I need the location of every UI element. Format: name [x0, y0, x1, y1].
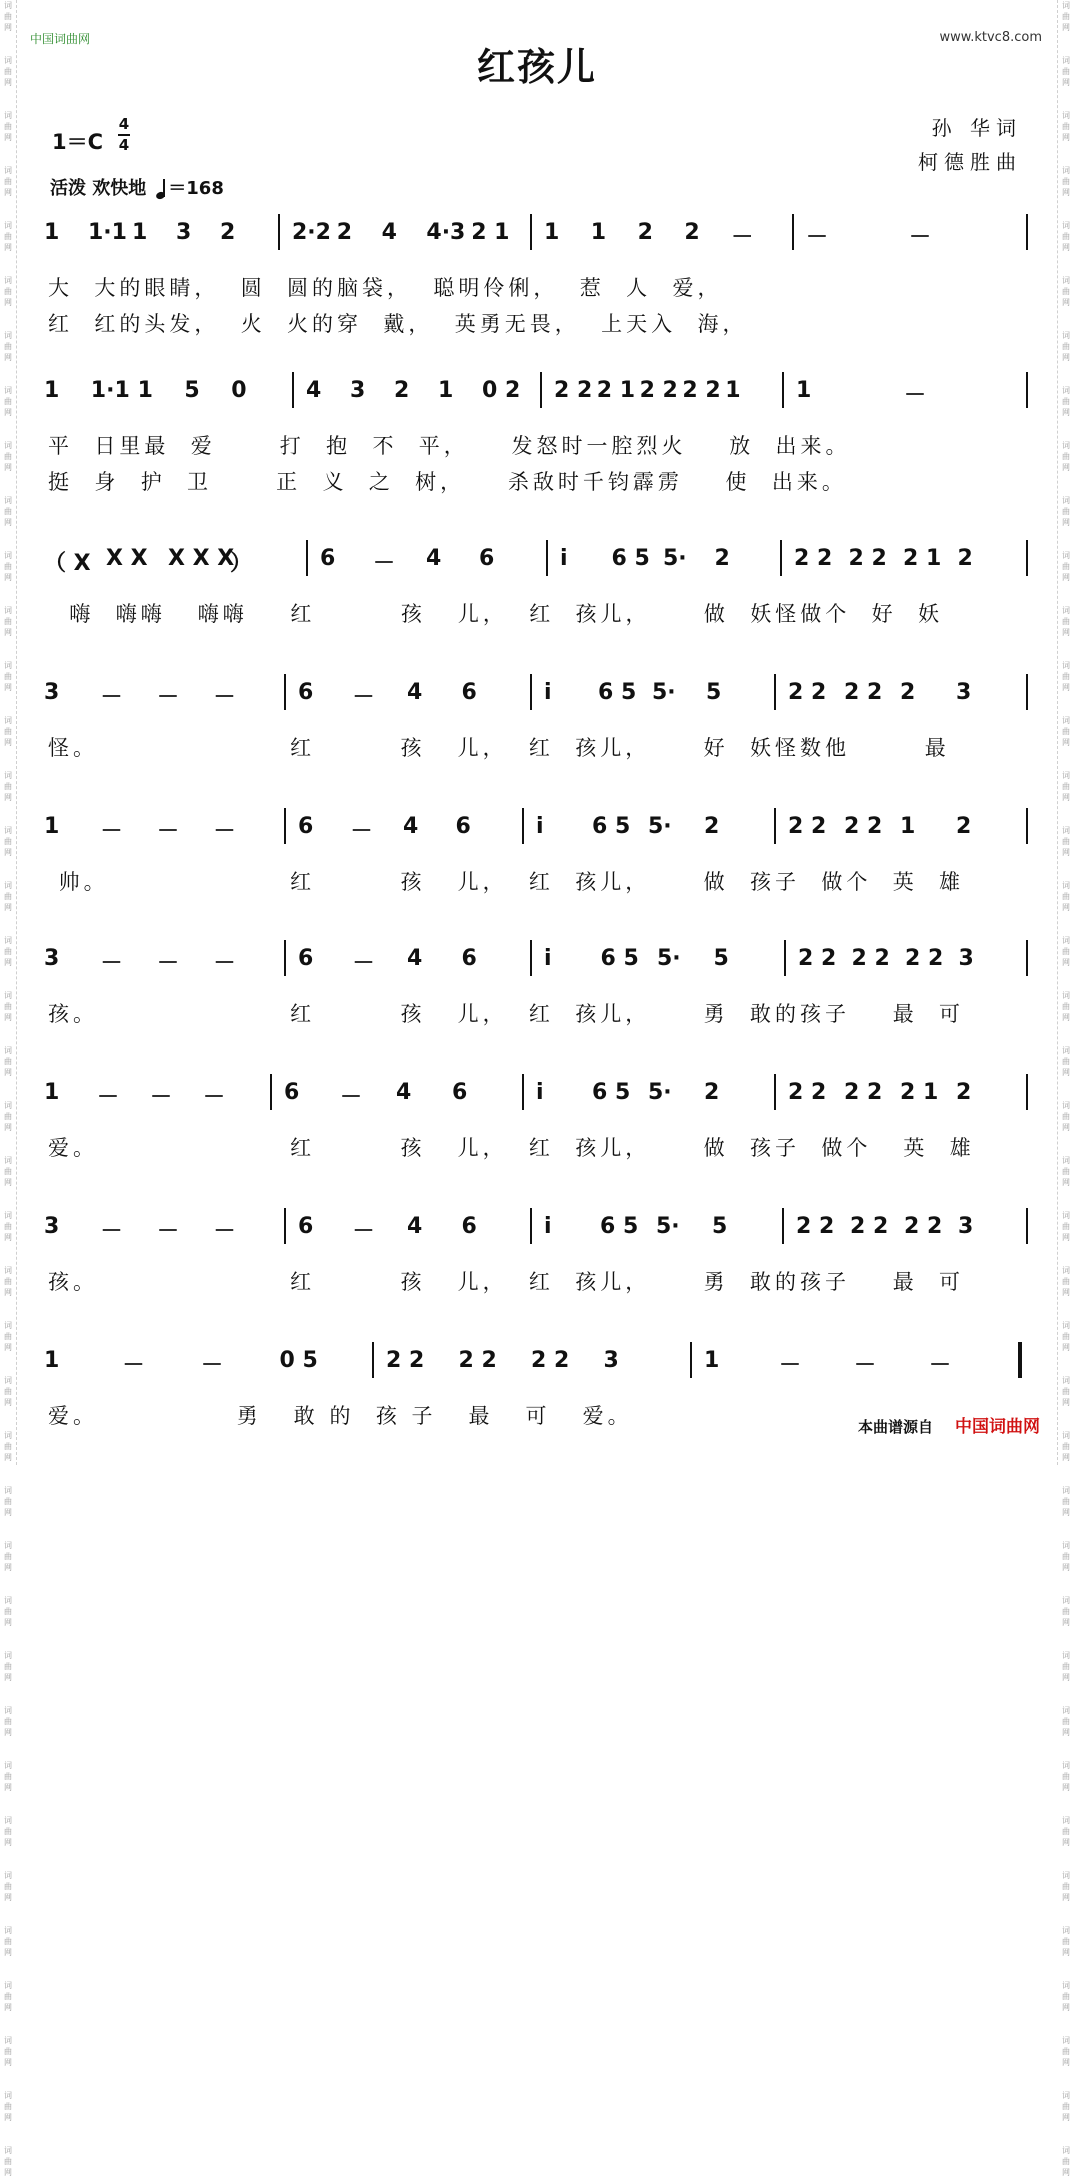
key-signature: 1＝C: [52, 130, 104, 154]
right-watermark-strip: 词 曲 网 词 曲 网 词 曲 网 词 曲 网 词 曲 网 词 曲 网 词 曲 网 词 曲 网 词 曲 网 词 曲 网 词 曲 网 词 曲 网 词 曲 网 词 曲 网 词 曲 网 词 曲 网 词 曲 网 词 曲 网 词 曲 网 词 曲 网 词 曲 网 词 曲 网 词 曲 网 词 曲 网 词 曲 网 词 曲 网 词 曲 网 词 曲 网 词 曲 网 词 曲 网 词 曲 网 词 曲 网 词 曲 网 词 曲 网 词 曲 网 词 曲 网 词 曲 网 词 曲 网 词 曲 网 词 曲 网: [1057, 0, 1074, 1465]
jianpu-note: 2 2: [905, 946, 944, 971]
score-system: [0, 808, 1074, 948]
jianpu-note: i: [560, 546, 568, 571]
jianpu-note: 2: [394, 378, 410, 403]
jianpu-note: －: [201, 1353, 224, 1378]
jianpu-note: 4: [407, 1214, 423, 1239]
jianpu-note: 2 2: [458, 1348, 497, 1373]
notes-line: [0, 214, 1074, 254]
jianpu-note: 4: [407, 946, 423, 971]
jianpu-note: 3: [958, 1214, 974, 1239]
bar-line: [1026, 214, 1028, 250]
jianpu-note: －: [100, 819, 123, 844]
bar-line: [292, 372, 294, 408]
bar-line: [1026, 372, 1028, 408]
score-system: [0, 540, 1074, 680]
jianpu-note: 5·: [648, 814, 672, 839]
lyric-line: 孩。 红 孩 儿， 红 孩儿， 勇 敢的孩子 最 可: [48, 1002, 965, 1026]
jianpu-note: 6: [461, 946, 477, 971]
bar-line: [782, 1208, 784, 1244]
jianpu-note: 1: [725, 378, 741, 403]
jianpu-note: 2: [957, 546, 973, 571]
bar-line: [530, 674, 532, 710]
lyric-line: 大 大的眼睛， 圆 圆的脑袋， 聪明伶俐， 惹 人 爱，: [48, 276, 723, 300]
jianpu-note: －: [97, 1085, 120, 1110]
jianpu-note: 2 2: [844, 814, 883, 839]
jianpu-note: 1: [137, 378, 153, 403]
score-system: [0, 1208, 1074, 1348]
jianpu-note: 5·: [663, 546, 687, 571]
bar-line: [284, 940, 286, 976]
jianpu-note: 2 2: [848, 546, 887, 571]
jianpu-note: 6: [320, 546, 336, 571]
bar-line: [1026, 940, 1028, 976]
jianpu-note: X X X: [168, 546, 235, 571]
jianpu-note: 5·: [648, 1080, 672, 1105]
jianpu-note: 4: [306, 378, 322, 403]
notes-line: [0, 808, 1074, 848]
bar-line: [284, 674, 286, 710]
jianpu-note: X X: [106, 546, 148, 571]
jianpu-note: 2 2: [794, 546, 833, 571]
lyric-line: 爱。 勇 敢 的 孩 子 最 可 爱。: [48, 1404, 633, 1428]
jianpu-note: －: [731, 225, 754, 250]
jianpu-note: 5: [713, 946, 729, 971]
jianpu-note: 2 2: [788, 680, 827, 705]
bar-line: [284, 808, 286, 844]
jianpu-note: 2 2: [851, 946, 890, 971]
jianpu-note: －: [904, 383, 927, 408]
jianpu-note: 2 2: [788, 814, 827, 839]
left-watermark-strip: 词 曲 网 词 曲 网 词 曲 网 词 曲 网 词 曲 网 词 曲 网 词 曲 网 词 曲 网 词 曲 网 词 曲 网 词 曲 网 词 曲 网 词 曲 网 词 曲 网 词 曲 网 词 曲 网 词 曲 网 词 曲 网 词 曲 网 词 曲 网 词 曲 网 词 曲 网 词 曲 网 词 曲 网 词 曲 网 词 曲 网 词 曲 网 词 曲 网 词 曲 网 词 曲 网 词 曲 网 词 曲 网 词 曲 网 词 曲 网 词 曲 网 词 曲 网 词 曲 网 词 曲 网 词 曲 网 词 曲 网: [0, 0, 17, 1465]
score-system: [0, 674, 1074, 814]
jianpu-note: 3: [350, 378, 366, 403]
jianpu-note: －: [352, 685, 375, 710]
jianpu-note: 6 5: [600, 1214, 639, 1239]
score-system: [0, 940, 1074, 1080]
jianpu-note: 6 5: [592, 1080, 631, 1105]
bar-line: [522, 808, 524, 844]
jianpu-note: 1: [44, 220, 60, 245]
jianpu-note: 2: [220, 220, 236, 245]
jianpu-note: －: [100, 1219, 123, 1244]
jianpu-note: 4: [403, 814, 419, 839]
bar-line: [530, 940, 532, 976]
jianpu-note: 1: [132, 220, 148, 245]
tempo-marking: [50, 174, 224, 200]
jianpu-note: 4: [407, 680, 423, 705]
time-signature-top: 4: [118, 115, 130, 133]
score-system: [0, 1074, 1074, 1214]
jianpu-note: －: [213, 1219, 236, 1244]
jianpu-note: 2: [714, 546, 730, 571]
jianpu-note: （ X: [44, 551, 91, 576]
footer-source-label: 本曲谱源自: [857, 1418, 933, 1436]
jianpu-note: －: [352, 1219, 375, 1244]
jianpu-note: 4: [381, 220, 397, 245]
bar-line: [1018, 1342, 1022, 1378]
jianpu-note: 0 2: [482, 378, 521, 403]
jianpu-note: 2 2: [844, 1080, 883, 1105]
time-signature: [118, 116, 130, 154]
jianpu-note: 6: [298, 946, 314, 971]
jianpu-note: 0 5: [279, 1348, 318, 1373]
jianpu-note: －: [157, 685, 180, 710]
lyric-line: 平 日里最 爱 打 抱 不 平， 发怒时一腔烈火 放 出来。: [48, 434, 851, 458]
jianpu-note: －: [157, 1219, 180, 1244]
jianpu-note: i: [544, 946, 552, 971]
jianpu-note: －: [854, 1353, 877, 1378]
jianpu-note: －: [373, 551, 396, 576]
site-url-right: www.ktvc8.com: [939, 30, 1042, 45]
jianpu-note: －: [779, 1353, 802, 1378]
bar-line: [792, 214, 794, 250]
jianpu-note: －: [909, 225, 932, 250]
bar-line: [784, 940, 786, 976]
jianpu-note: 6: [298, 680, 314, 705]
jianpu-note: 2 1: [903, 546, 942, 571]
bar-line: [270, 1074, 272, 1110]
lyric-line: 爱。 红 孩 儿， 红 孩儿， 做 孩子 做个 英 雄: [48, 1136, 975, 1160]
jianpu-note: 2 1: [471, 220, 510, 245]
jianpu-note: 2 2: [796, 1214, 835, 1239]
lyricist-credit: 孙 华词: [931, 116, 1022, 140]
footer-source: [858, 1412, 1040, 1437]
jianpu-note: －: [122, 1353, 145, 1378]
bar-line: [774, 1074, 776, 1110]
bar-line: [306, 540, 308, 576]
jianpu-note: 6 5: [598, 680, 637, 705]
jianpu-note: －: [929, 1353, 952, 1378]
jianpu-note: 3: [44, 680, 60, 705]
jianpu-note: 1: [438, 378, 454, 403]
jianpu-note: 6: [461, 680, 477, 705]
bar-line: [1026, 674, 1028, 710]
jianpu-note: 2 2: [850, 1214, 889, 1239]
bar-line: [780, 540, 782, 576]
jianpu-note: 3: [176, 220, 192, 245]
bar-line: [1026, 1074, 1028, 1110]
lyric-line: 挺 身 护 卫 正 义 之 树， 杀敌时千钧霹雳 使 出来。: [48, 470, 847, 494]
jianpu-note: 3: [44, 1214, 60, 1239]
jianpu-note: i: [544, 680, 552, 705]
notes-line: [0, 1208, 1074, 1248]
lyric-line: 孩。 红 孩 儿， 红 孩儿， 勇 敢的孩子 最 可: [48, 1270, 965, 1294]
bar-line: [690, 1342, 692, 1378]
bar-line: [1026, 808, 1028, 844]
jianpu-note: 1: [44, 1348, 60, 1373]
bar-line: [774, 674, 776, 710]
jianpu-note: －: [150, 1085, 173, 1110]
jianpu-note: 2: [336, 220, 353, 245]
bar-line: [774, 808, 776, 844]
time-signature-bottom: 4: [118, 136, 130, 154]
lyric-line: 帅。 红 孩 儿， 红 孩儿， 做 孩子 做个 英 雄: [48, 870, 965, 894]
score-system: [0, 372, 1074, 512]
jianpu-note: 1: [544, 220, 560, 245]
jianpu-note: 1: [44, 814, 60, 839]
jianpu-note: －: [157, 951, 180, 976]
notes-line: [0, 540, 1074, 580]
jianpu-note: 2: [900, 680, 916, 705]
jianpu-note: 6 5: [592, 814, 631, 839]
jianpu-note: 2 2: [531, 1348, 570, 1373]
bar-line: [278, 214, 280, 250]
bar-line: [530, 1208, 532, 1244]
bar-line: [546, 540, 548, 576]
jianpu-note: i: [544, 1214, 552, 1239]
jianpu-note: －: [213, 951, 236, 976]
jianpu-note: 1: [796, 378, 812, 403]
jianpu-note: 6: [298, 1214, 314, 1239]
jianpu-note: －: [350, 819, 373, 844]
jianpu-note: 5·: [657, 946, 681, 971]
jianpu-note: －: [213, 685, 236, 710]
jianpu-note: 6: [461, 1214, 477, 1239]
jianpu-note: －: [100, 951, 123, 976]
jianpu-note: 6 5: [611, 546, 650, 571]
notes-line: [0, 372, 1074, 412]
jianpu-note: 3: [958, 946, 974, 971]
jianpu-note: 2·2: [292, 220, 331, 245]
jianpu-note: 2 2: [682, 378, 721, 403]
jianpu-note: 0: [231, 378, 247, 403]
jianpu-note: －: [100, 685, 123, 710]
jianpu-note: 2 2: [386, 1348, 425, 1373]
score-system: [0, 214, 1074, 354]
lyric-line: 怪。 红 孩 儿， 红 孩儿， 好 妖怪数他 最: [48, 736, 950, 760]
jianpu-note: －: [806, 225, 829, 250]
jianpu-note: 2: [684, 220, 700, 245]
jianpu-note: －: [340, 1085, 363, 1110]
notes-line: [0, 1342, 1074, 1382]
jianpu-note: 2 2: [798, 946, 837, 971]
jianpu-note: 2: [704, 814, 720, 839]
jianpu-note: 1: [44, 378, 60, 403]
jianpu-note: i: [536, 1080, 544, 1105]
jianpu-note: 2 2: [639, 378, 678, 403]
jianpu-note: 5·: [652, 680, 676, 705]
jianpu-note: 5: [712, 1214, 728, 1239]
composer-credit: 柯德胜曲: [918, 150, 1022, 174]
lyric-line: 红 红的头发， 火 火的穿 戴， 英勇无畏， 上天入 海，: [48, 312, 748, 336]
bar-line: [782, 372, 784, 408]
jianpu-note: 2 2: [844, 680, 883, 705]
jianpu-note: 2: [956, 1080, 972, 1105]
tempo-text: 活泼 欢快地: [50, 178, 147, 199]
bar-line: [1026, 1208, 1028, 1244]
jianpu-note: 5: [184, 378, 200, 403]
jianpu-note: 2: [956, 814, 972, 839]
bar-line: [284, 1208, 286, 1244]
jianpu-note: 3: [44, 946, 60, 971]
jianpu-note: －: [203, 1085, 226, 1110]
jianpu-note: 2: [704, 1080, 720, 1105]
jianpu-note: 2 2: [554, 378, 593, 403]
lyric-line: 嗨 嗨嗨 嗨嗨 红 孩 儿， 红 孩儿， 做 妖怪做个 好 妖: [48, 602, 943, 626]
jianpu-note: 6: [452, 1080, 468, 1105]
jianpu-note: 1: [44, 1080, 60, 1105]
jianpu-note: 6: [455, 814, 471, 839]
footer-source-name: 中国词曲网: [955, 1417, 1040, 1437]
bar-line: [372, 1342, 374, 1378]
notes-line: [0, 1074, 1074, 1114]
jianpu-note: 4: [396, 1080, 412, 1105]
jianpu-note: 1: [704, 1348, 720, 1373]
jianpu-note: ）: [230, 551, 253, 576]
jianpu-note: 5: [706, 680, 722, 705]
jianpu-note: 5·: [656, 1214, 680, 1239]
notes-line: [0, 940, 1074, 980]
jianpu-note: 6: [284, 1080, 300, 1105]
tempo-value: ＝168: [168, 178, 224, 199]
jianpu-note: 2 1: [900, 1080, 939, 1105]
jianpu-note: 6 5: [600, 946, 639, 971]
bar-line: [540, 372, 542, 408]
bar-line: [1026, 540, 1028, 576]
jianpu-note: 2: [637, 220, 653, 245]
notes-line: [0, 674, 1074, 714]
jianpu-note: 3: [956, 680, 972, 705]
bar-line: [530, 214, 532, 250]
bar-line: [522, 1074, 524, 1110]
song-title: 红孩儿: [476, 45, 597, 89]
jianpu-note: 6: [298, 814, 314, 839]
jianpu-note: 4·3: [426, 220, 466, 245]
jianpu-note: 3: [603, 1348, 619, 1373]
jianpu-note: 2 2: [904, 1214, 943, 1239]
jianpu-note: 1: [900, 814, 916, 839]
jianpu-note: －: [352, 951, 375, 976]
jianpu-note: 1: [590, 220, 607, 245]
jianpu-note: 6: [479, 546, 495, 571]
jianpu-note: 1·1: [90, 378, 130, 403]
jianpu-note: 2 1: [596, 378, 636, 403]
jianpu-note: 4: [426, 546, 442, 571]
jianpu-note: －: [213, 819, 236, 844]
jianpu-note: i: [536, 814, 544, 839]
jianpu-note: 2 2: [788, 1080, 827, 1105]
jianpu-note: －: [157, 819, 180, 844]
site-name-left: 中国词曲网: [30, 32, 91, 46]
jianpu-note: 1·1: [88, 220, 127, 245]
